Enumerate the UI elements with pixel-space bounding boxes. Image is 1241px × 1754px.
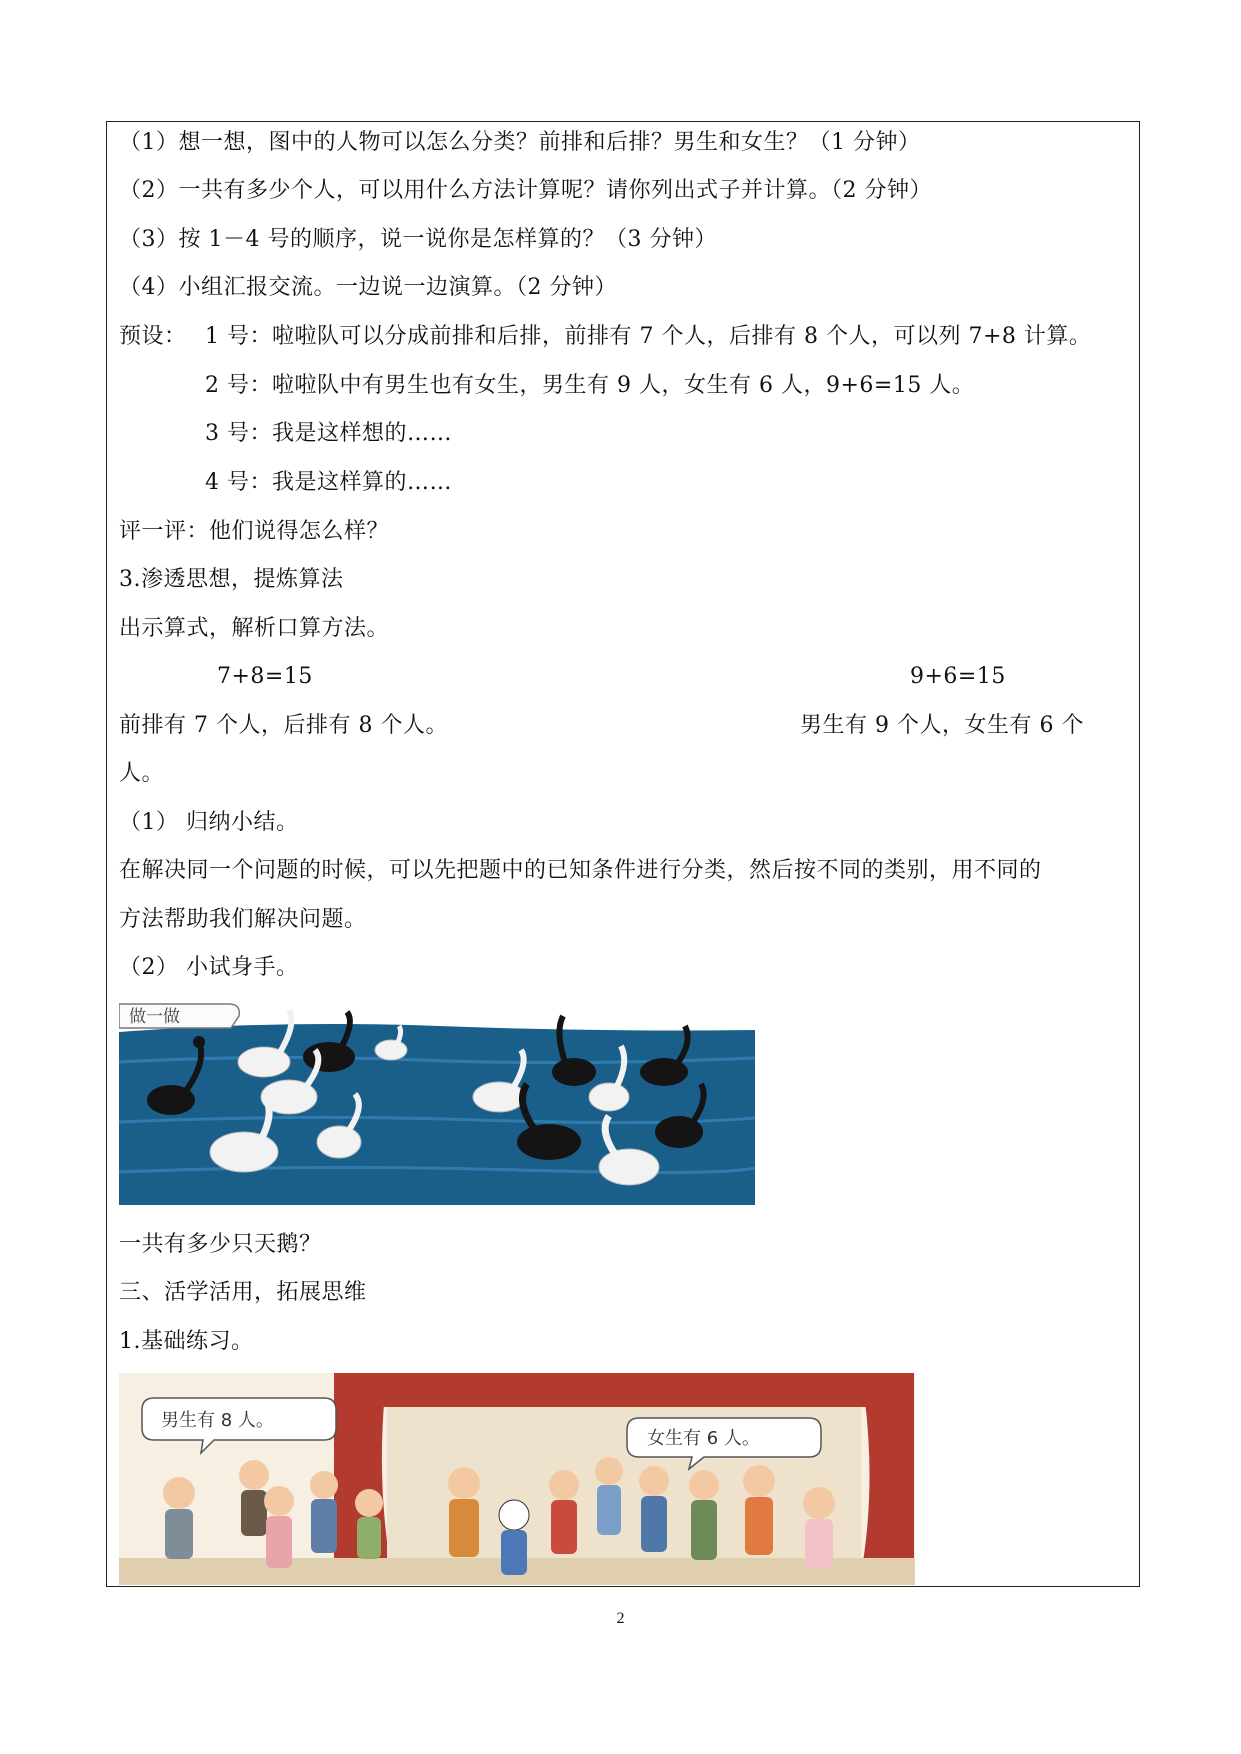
page-number: 2 (616, 1610, 625, 1627)
cheer-team-drawing (119, 1373, 915, 1585)
bubble-boys-text: 男生有 8 人。 (161, 1410, 274, 1431)
bubble-girls-text: 女生有 6 人。 (647, 1428, 760, 1449)
cheer-team-illustration (119, 1373, 915, 1585)
child (499, 1500, 529, 1575)
question-4: （4）小组汇报交流。一边说一边演算。（2 分钟） (119, 275, 617, 300)
child (264, 1486, 294, 1568)
lake-water (119, 1024, 755, 1205)
summary-text-1: 在解决同一个问题的时候，可以先把题中的已知条件进行分类，然后按不同的类别，用不同的 (119, 858, 1042, 883)
badge-text: 做一做 (129, 1007, 180, 1027)
swan-lake-drawing (119, 1002, 755, 1205)
child (310, 1471, 338, 1553)
question-1: （1）想一想，图中的人物可以怎么分类？前排和后排？男生和女生？（1 分钟） (119, 130, 921, 155)
child (803, 1487, 835, 1569)
child (549, 1470, 579, 1554)
formula-right: 9+6=15 (910, 664, 1006, 689)
swan-lake-illustration (119, 1002, 755, 1205)
child (448, 1467, 480, 1557)
swan-question: 一共有多少只天鹅？ (119, 1232, 322, 1257)
preset-4: 4 号：我是这样算的…… (205, 470, 452, 495)
section-3-heading: 3.渗透思想，提炼算法 (119, 567, 344, 592)
description-right: 男生有 9 个人，女生有 6 个 (800, 713, 1084, 738)
child (595, 1457, 623, 1535)
preset-3: 3 号：我是这样想的…… (205, 421, 452, 446)
preset-label: 预设： (119, 324, 187, 349)
formula-left: 7+8=15 (217, 664, 313, 689)
try-label: （2） 小试身手。 (119, 955, 299, 980)
summary-label: （1） 归纳小结。 (119, 810, 299, 835)
part-3-title: 三、活学活用，拓展思维 (119, 1280, 367, 1305)
question-2: （2）一共有多少个人，可以用什么方法计算呢？请你列出式子并计算。（2 分钟） (119, 178, 932, 203)
preset-2: 2 号：啦啦队中有男生也有女生，男生有 9 人，女生有 6 人，9+6=15 人。 (205, 373, 975, 398)
question-3: （3）按 1－4 号的顺序，说一说你是怎样算的？（3 分钟） (119, 227, 717, 252)
preset-1: 1 号：啦啦队可以分成前排和后排，前排有 7 个人，后排有 8 个人，可以列 7+8 计算。 (205, 324, 1092, 349)
show-formula-line: 出示算式，解析口算方法。 (119, 616, 390, 641)
child (163, 1477, 195, 1559)
child (639, 1466, 669, 1552)
child (355, 1489, 383, 1559)
basic-practice-heading: 1.基础练习。 (119, 1329, 254, 1354)
evaluate-line: 评一评：他们说得怎么样？ (119, 519, 390, 544)
child (689, 1470, 719, 1560)
summary-text-2: 方法帮助我们解决问题。 (119, 907, 367, 932)
curtain-top (334, 1373, 914, 1407)
description-right-continued: 人。 (119, 761, 165, 786)
description-left: 前排有 7 个人，后排有 8 个人。 (119, 713, 448, 738)
child (743, 1465, 775, 1555)
